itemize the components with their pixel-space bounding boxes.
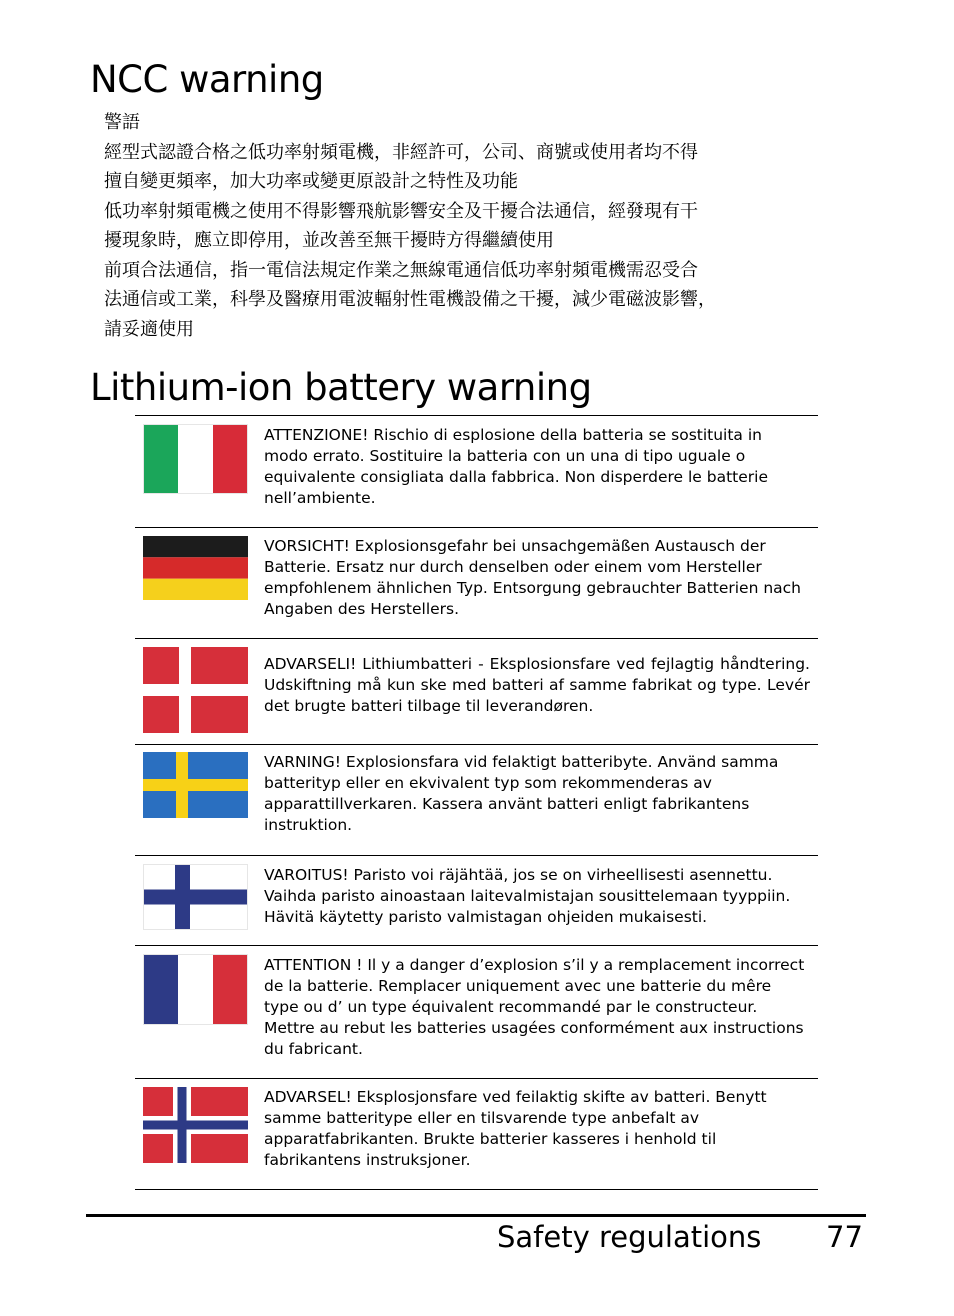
ncc-warning-heading: NCC warning [90,58,324,101]
ncc-line: 擾現象時，應立即停用，並改善至無干擾時方得繼續使用 [104,230,554,251]
footer-section-title: Safety regulations [497,1220,762,1254]
ncc-line: 警語 [104,112,140,133]
warning-text-finnish: VAROITUS! Paristo voi räjähtää, jos se on virheellisesti asennettu. Vaihda paristo ainoastaan laitevalmistajan sousittelemaan tyyppiin. Hävitä käytetty paristo valmistagan ohjeiden mukaisesti. [264,866,791,926]
table-row [135,946,818,1079]
table-row [135,528,818,639]
table-row [135,745,818,856]
ncc-warning-text [104,108,844,344]
ncc-line: 擅自變更頻率，加大功率或變更原設計之特性及功能 [104,171,518,192]
footer-divider [86,1214,866,1217]
ncc-line: 低功率射頻電機之使用不得影響飛航影響安全及干擾合法通信，經發現有干 [104,200,698,222]
table-row [135,856,818,946]
ncc-line: 法通信或工業，科學及醫療用電波輻射性電機設備之干擾，減少電磁波影響， [104,289,716,310]
ncc-line: 前項合法通信，指一電信法規定作業之無線電通信低功率射頻電機需忍受合 [104,259,698,281]
warning-text-danish: ADVARSELI! Lithiumbatteri - Eksplosionsfare ved fejlagtig håndtering. Udskiftning må kun ske med batteri af samme fabrikat og type. Levér det brugte batteri tilbage til leverandøren. [264,655,810,715]
page-number: 77 [826,1220,863,1254]
warning-text-norwegian: ADVARSEL! Eksplosjonsfare ved feilaktig skifte av batteri. Benytt samme batteritype eller en tilsvarende type anbefalt av apparatfabrikanten. Brukte batterier kasseres i henhold til fabrikantens instruksjoner. [264,1088,767,1169]
ncc-line: 經型式認證合格之低功率射頻電機，非經許可，公司、商號或使用者均不得 [104,141,698,163]
table-row [135,416,818,528]
ncc-line: 請妥適使用 [104,318,194,340]
warning-text-swedish: VARNING! Explosionsfara vid felaktigt batteribyte. Använd samma batterityp eller en ekvivalent typ som rekommenderas av apparattillverkaren. Kassera använt batteri enligt fabrikantens instruktion. [264,753,779,834]
table-row [135,1079,818,1190]
finland-flag-icon [143,864,248,930]
battery-warning-table [135,415,818,1190]
france-flag-icon [143,954,248,1025]
sweden-flag-icon [143,752,248,818]
norway-flag-icon [143,1087,248,1163]
denmark-flag-icon [143,647,248,733]
warning-text-italian: ATTENZIONE! Rischio di esplosione della batteria se sostituita in modo errato. Sostituire la batteria con un una di tipo uguale o equivalente consigliata dalla fabbrica. Non disperdere le batterie nell’ambiente. [264,426,769,507]
germany-flag-icon [143,536,248,600]
warning-text-french: ATTENTION ! Il y a danger d’explosion s’il y a remplacement incorrect de la batterie. Remplacer uniquement avec une batterie du mêre type ou d’ un type équivalent recommandé par le constructeur. Mettre au rebut les batteries usagées conformément aux instructions du fabricant. [264,956,805,1058]
warning-text-german: VORSICHT! Explosionsgefahr bei unsachgemäßen Austausch der Batterie. Ersatz nur durch denselben oder einem vom Hersteller empfohlenem ähnlichen Typ. Entsorgung gebrauchter Batterien nach Angaben des Herstellers. [264,537,802,618]
table-row [135,639,818,745]
lithium-battery-warning-heading: Lithium-ion battery warning [90,366,592,409]
italy-flag-icon [143,424,248,494]
